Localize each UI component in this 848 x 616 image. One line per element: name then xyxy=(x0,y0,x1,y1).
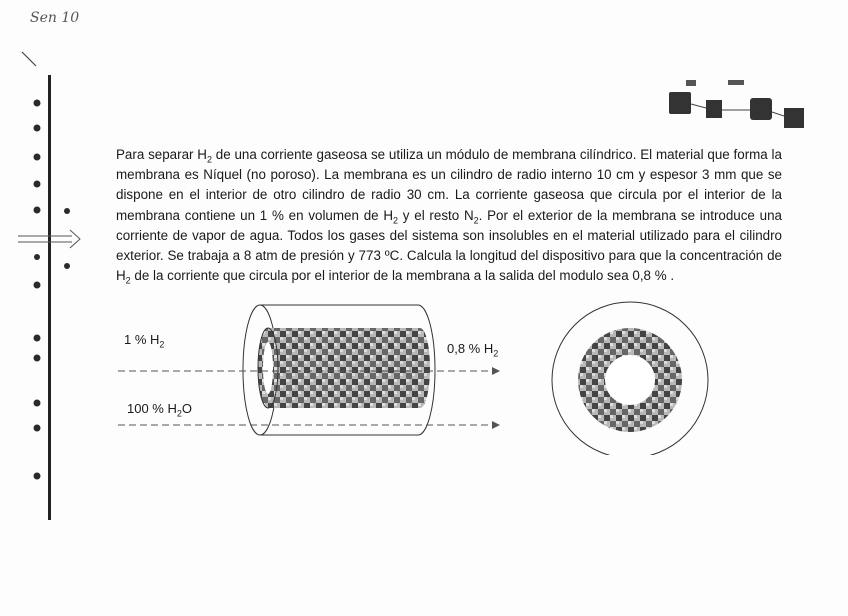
lab-equipment-illustration xyxy=(664,72,814,134)
pen-stroke xyxy=(20,50,50,70)
inlet-label: 1 % $H_2$ xyxy=(124,332,165,350)
steam-label: 100 % $H_2O$ xyxy=(127,401,193,419)
problem-statement: Para separar $H_2$ de una corriente gaseosa se utiliza un módulo de membrana cilíndrico. El material que forma la membrana es Níquel (no poroso). La membrana es un cilindro de radio interno 10 cm y espesor 3 mm que se dispone en el interior de otro cilindro de radio 30 cm. La corriente gaseosa que circula por el interior de la membrana contiene un 1 % en volumen de $H_2$ y el resto $N_2$. Por el exterior de la membrana se introduce una corriente de vapor de agua. Todos los gases del sistema son insolubles en el material utilizado para el cilindro exterior. Se trabaja a 8 atm de presión y 773 ºC. Calcula la longitud del dispositivo para que la concentración de $H_2$ de la corriente que circula por el interior de la membrana a la salida del modulo sea 0,8 % . xyxy=(116,147,782,286)
outlet-label: 0,8 % $H_2$ xyxy=(447,341,499,359)
membrane-tube xyxy=(258,328,430,408)
membrane-module-diagram xyxy=(100,295,820,455)
handwritten-note: Sen 10 xyxy=(30,10,80,26)
membrane-module-drawing xyxy=(100,295,820,455)
cross-section xyxy=(552,302,708,455)
binder-holes xyxy=(0,70,90,530)
